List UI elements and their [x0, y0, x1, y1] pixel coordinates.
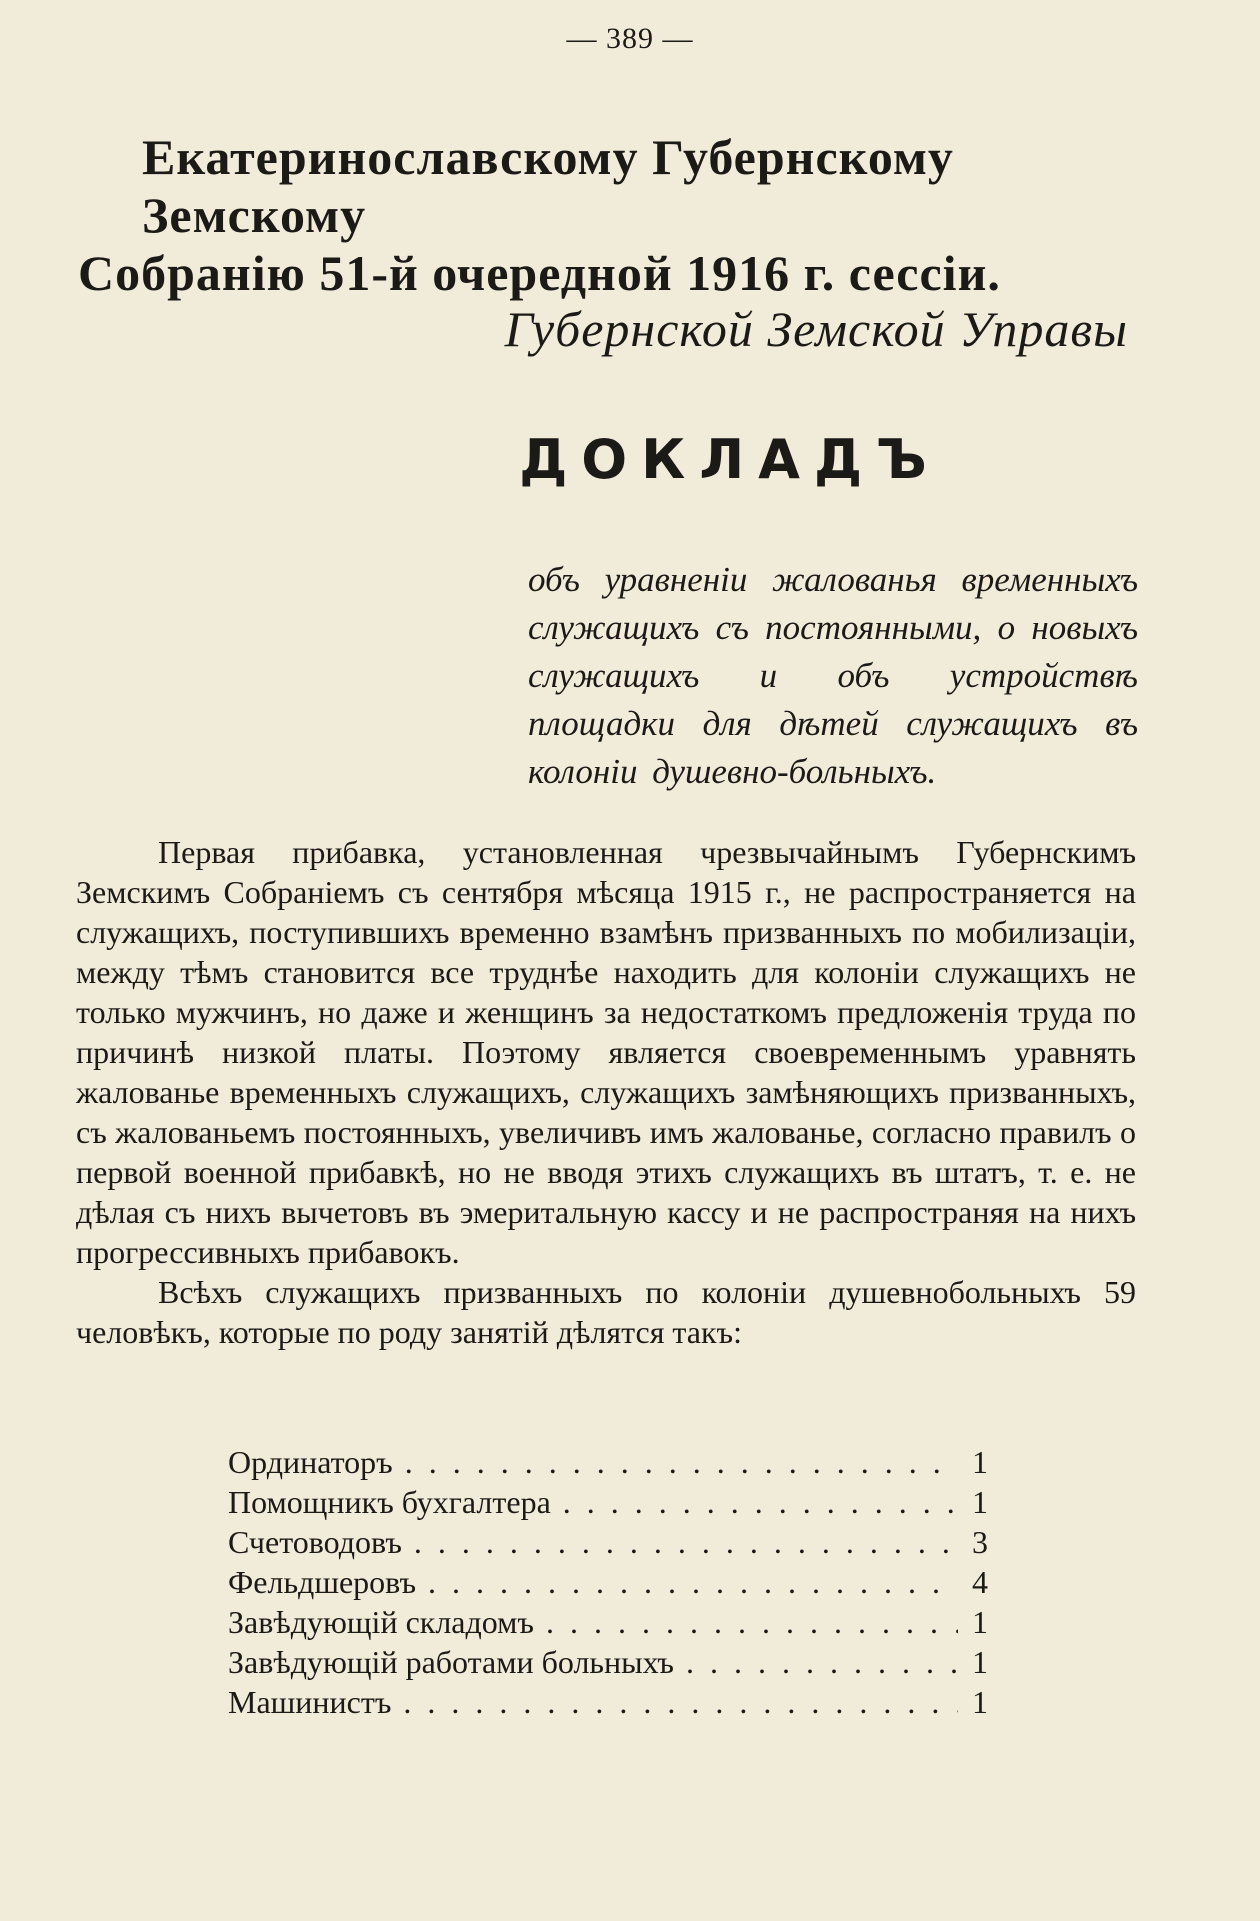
leader-dots: [686, 1642, 958, 1682]
leader-dots: [563, 1482, 958, 1522]
staff-item: [228, 1562, 988, 1602]
report-subject: объ уравненіи жалованья временныхъ служащихъ съ постоянными, о новыхъ служащихъ и объ устройствѣ площадки для дѣтей служащихъ въ колоніи душевно-больныхъ.: [528, 560, 1138, 791]
staff-item-name: Завѣдующій складомъ: [228, 1604, 534, 1640]
report-body: [76, 832, 1136, 1352]
leader-dots: [546, 1602, 958, 1642]
staff-item: [228, 1522, 988, 1562]
page-number: — 389 —: [566, 22, 694, 55]
paragraph-2: Всѣхъ служащихъ призванныхъ по колоніи душевнобольныхъ 59 человѣкъ, которые по роду занятій дѣлятся такъ:: [76, 1274, 1136, 1350]
leader-dots: [405, 1442, 958, 1482]
staff-item: [228, 1682, 988, 1722]
staff-item-count: 1: [972, 1444, 988, 1480]
staff-item-count: 4: [972, 1564, 988, 1600]
staff-list: [228, 1442, 988, 1722]
staff-item-count: 1: [972, 1604, 988, 1640]
staff-item-count: 1: [972, 1684, 988, 1720]
staff-item: [228, 1442, 988, 1482]
staff-item: [228, 1482, 988, 1522]
staff-item-count: 3: [972, 1524, 988, 1560]
staff-item: [228, 1642, 988, 1682]
addressee-line-1: Екатеринославскому Губернскому Земскому: [142, 129, 954, 243]
leader-dots: [414, 1522, 958, 1562]
staff-item-count: 1: [972, 1644, 988, 1680]
addressee-heading: [70, 128, 1150, 302]
addressee-line-2: Собранію 51-й очередной 1916 г. сессіи.: [78, 245, 1001, 301]
document-title: ДОКЛАДЪ: [519, 428, 941, 491]
staff-item-name: Помощникъ бухгалтера: [228, 1484, 551, 1520]
staff-item-name: Машинистъ: [228, 1684, 392, 1720]
staff-item-name: Ординаторъ: [228, 1444, 393, 1480]
staff-item-count: 1: [972, 1484, 988, 1520]
staff-item-name: Завѣдующій работами больныхъ: [228, 1644, 674, 1680]
leader-dots: [403, 1682, 958, 1722]
staff-item-name: Фельдшеровъ: [228, 1564, 417, 1600]
staff-item-name: Счетоводовъ: [228, 1524, 402, 1560]
sender-line: Губернской Земской Управы: [504, 301, 1128, 357]
leader-dots: [428, 1562, 958, 1602]
paragraph-1: Первая прибавка, установленная чрезвычайнымъ Губернскимъ Земскимъ Собраніемъ съ сентября мѣсяца 1915 г., не распространяется на служащихъ, поступившихъ временно взамѣнъ призванныхъ по мобилизаціи, между тѣмъ становится все труднѣе находить для колоніи служащихъ не только мужчинъ, но даже и женщинъ за недостаткомъ предложенія труда по причинѣ низкой платы. Поэтому является своевременнымъ уравнять жалованье временныхъ служащихъ, служащихъ замѣняющихъ призванныхъ, съ жалованьемъ постоянныхъ, увеличивъ имъ жалованье, согласно правилъ о первой военной прибавкѣ, но не вводя этихъ служащихъ въ штатъ, т. е. не дѣлая съ нихъ вычетовъ въ эмеритальную кассу и не распространяя на нихъ прогрессивныхъ прибавокъ.: [76, 834, 1136, 1270]
staff-item: [228, 1602, 988, 1642]
